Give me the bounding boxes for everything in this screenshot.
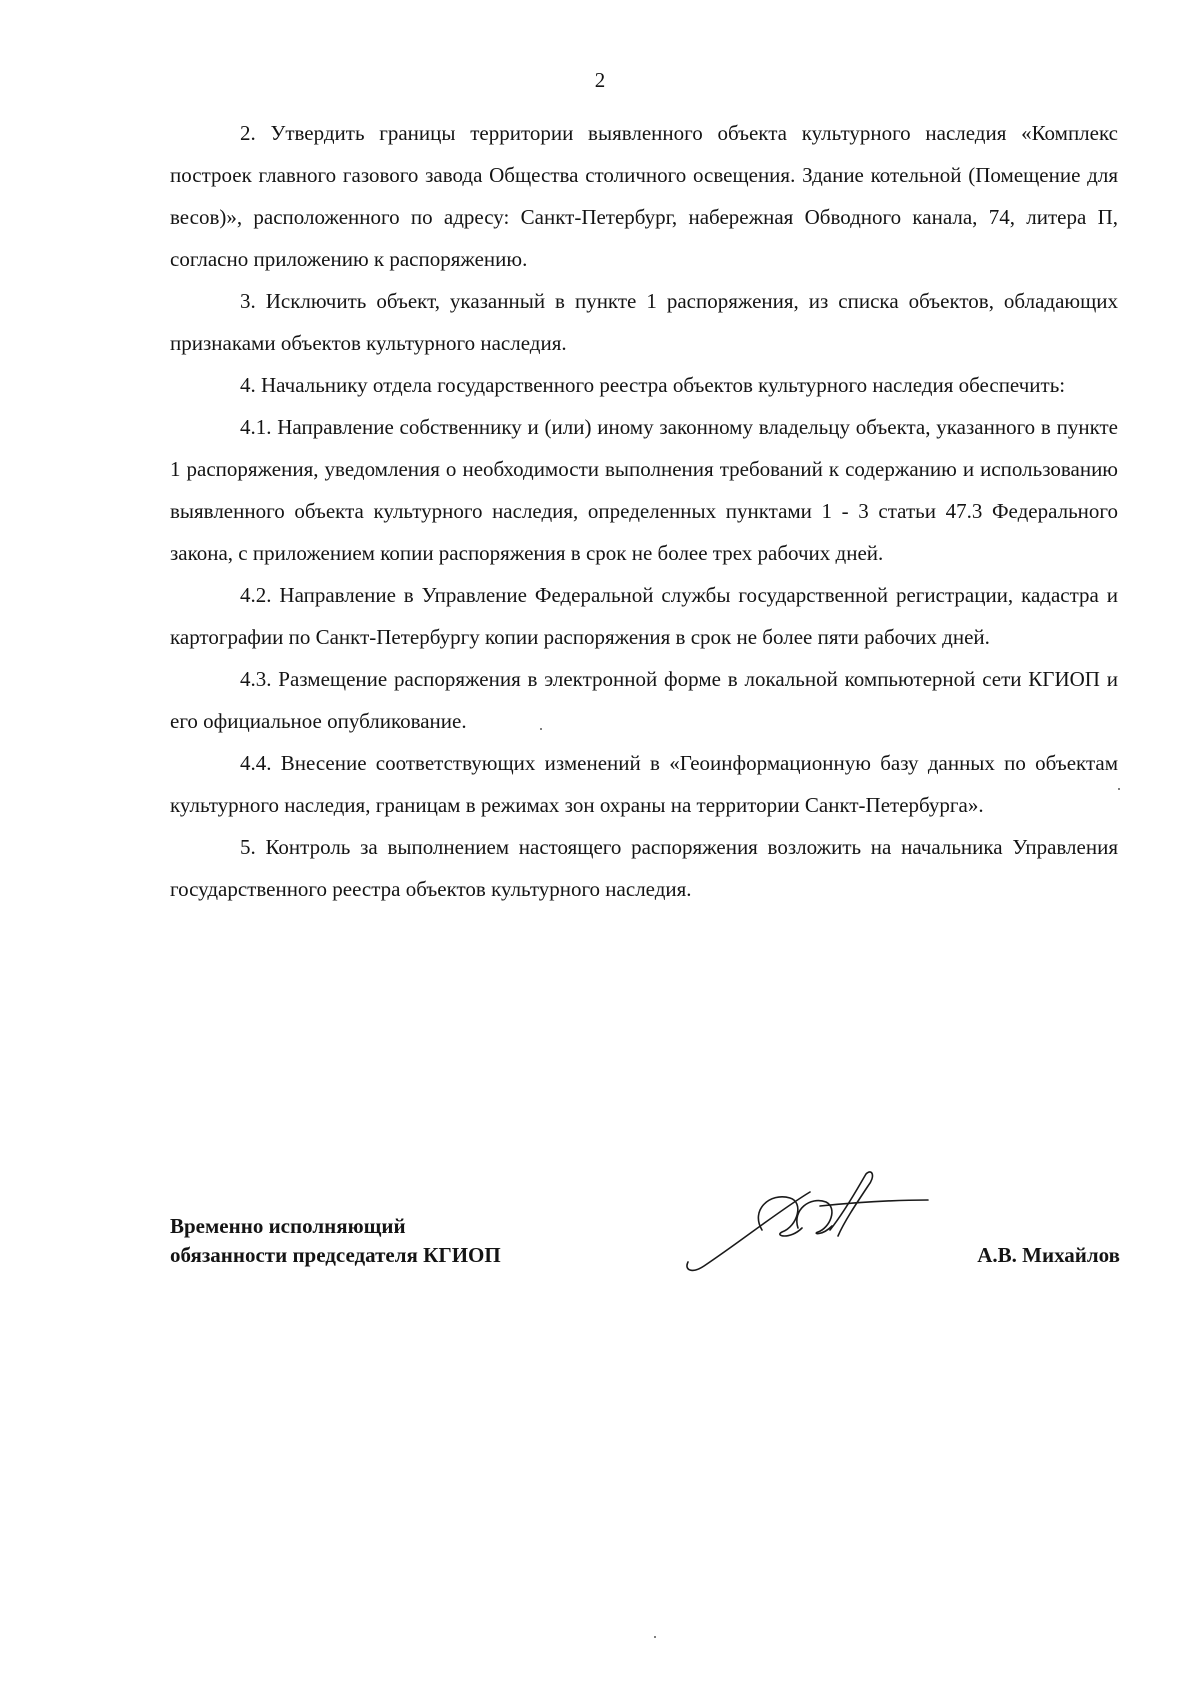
- signature-block: [170, 1212, 1120, 1312]
- paragraph-4-2: 4.2. Направление в Управление Федеральной службы государственной регистрации, кадастра и картографии по Санкт-Петербургу копии распоряжения в срок не более пяти рабочих дней.: [170, 583, 1118, 649]
- scan-speck: [540, 728, 542, 730]
- page-number: 2: [594, 68, 606, 92]
- paragraph-3: 3. Исключить объект, указанный в пункте 1 распоряжения, из списка объектов, обладающих признаками объектов культурного наследия.: [170, 289, 1118, 355]
- signer-title-line-2: обязанности председателя КГИОП: [170, 1243, 501, 1267]
- scan-speck: [1118, 788, 1120, 790]
- paragraph-4-3: 4.3. Размещение распоряжения в электронной форме в локальной компьютерной сети КГИОП и его официальное опубликование.: [170, 667, 1118, 733]
- paragraph-4-4: 4.4. Внесение соответствующих изменений в «Геоинформационную базу данных по объектам культурного наследия, границам в режимах зон охраны на территории Санкт-Петербурга».: [170, 751, 1118, 817]
- signer-title: [170, 1212, 501, 1270]
- paragraph-2: 2. Утвердить границы территории выявленного объекта культурного наследия «Комплекс построек главного газового завода Общества столичного освещения. Здание котельной (Помещение для весов)», расположенного по адресу: Санкт-Петербург, набережная Обводного канала, 74, литера П, согласно приложению к распоряжению.: [170, 121, 1118, 271]
- paragraph-5: 5. Контроль за выполнением настоящего распоряжения возложить на начальника Управления государственного реестра объектов культурного наследия.: [170, 835, 1118, 901]
- paragraph-4: 4. Начальнику отдела государственного реестра объектов культурного наследия обеспечить:: [240, 373, 1066, 397]
- document-body: [170, 112, 1118, 910]
- scan-speck: [654, 1636, 656, 1638]
- signer-name: А.В. Михайлов: [977, 1243, 1120, 1267]
- paragraph-4-1: 4.1. Направление собственнику и (или) иному законному владельцу объекта, указанного в пункте 1 распоряжения, уведомления о необходимости выполнения требований к содержанию и использованию выявленного объекта культурного наследия, определенных пунктами 1 - 3 статьи 47.3 Федерального закона, с приложением копии распоряжения в срок не более трех рабочих дней.: [170, 415, 1118, 565]
- handwritten-signature: [670, 1170, 930, 1280]
- signer-title-line-1: Временно исполняющий: [170, 1214, 406, 1238]
